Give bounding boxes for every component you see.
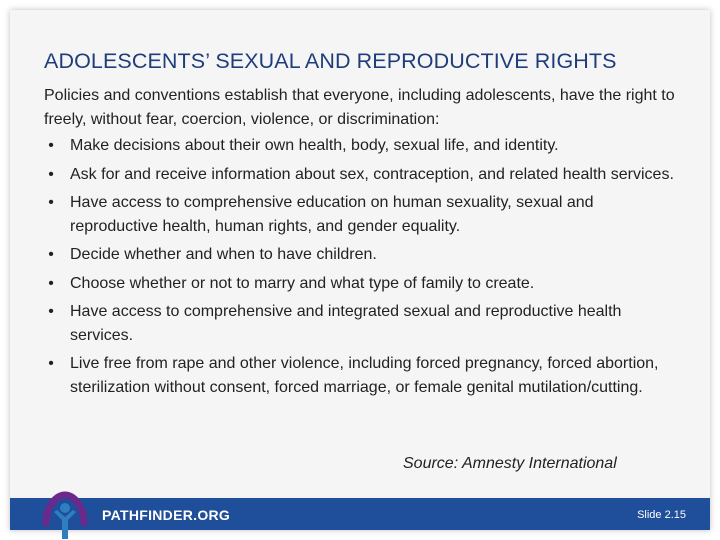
list-item [44,134,684,158]
rights-list [44,134,684,404]
bullet-icon: • [48,303,54,320]
logo-body [54,510,76,539]
intro-paragraph: Policies and conventions establish that everyone, including adolescents, have the right to freely, without fear, coercion, violence, or discrimination: [44,87,675,128]
list-item [44,272,684,296]
list-item-text: Decide whether and when to have children. [70,246,377,263]
footer-org-link[interactable]: PATHFINDER.ORG [102,507,231,523]
footer-bar [10,498,710,530]
bullet-icon: • [48,194,54,211]
list-item [44,352,684,399]
logo-head [60,503,70,513]
list-item-text: Make decisions about their own health, body, sexual life, and identity. [70,137,559,154]
slide-title: ADOLESCENTS’ SEXUAL AND REPRODUCTIVE RIGHTS [44,49,617,73]
list-item [44,163,684,187]
list-item-text: Ask for and receive information about sex, contraception, and related health services. [70,165,674,183]
bullet-icon: • [48,165,54,183]
bullet-icon: • [48,355,54,372]
list-item [44,300,684,347]
source-citation: Source: Amnesty International [403,455,617,472]
bullet-icon: • [48,137,54,154]
pathfinder-figure-icon [40,489,90,540]
list-item-text: Have access to comprehensive and integrated sexual and reproductive health services. [70,303,622,344]
slide-number: Slide 2.15 [637,509,686,521]
bullet-icon: • [48,246,54,263]
list-item [44,191,684,238]
bullet-icon: • [48,274,54,292]
list-item-text: Have access to comprehensive education on human sexuality, sexual and reproductive health, human rights, and gender equality. [70,194,594,235]
list-item-text: Live free from rape and other violence, including forced pregnancy, forced abortion, sterilization without consent, forced marriage, or female genital mutilation/cutting. [70,355,659,396]
list-item [44,243,684,267]
list-item-text: Choose whether or not to marry and what type of family to create. [70,274,535,292]
